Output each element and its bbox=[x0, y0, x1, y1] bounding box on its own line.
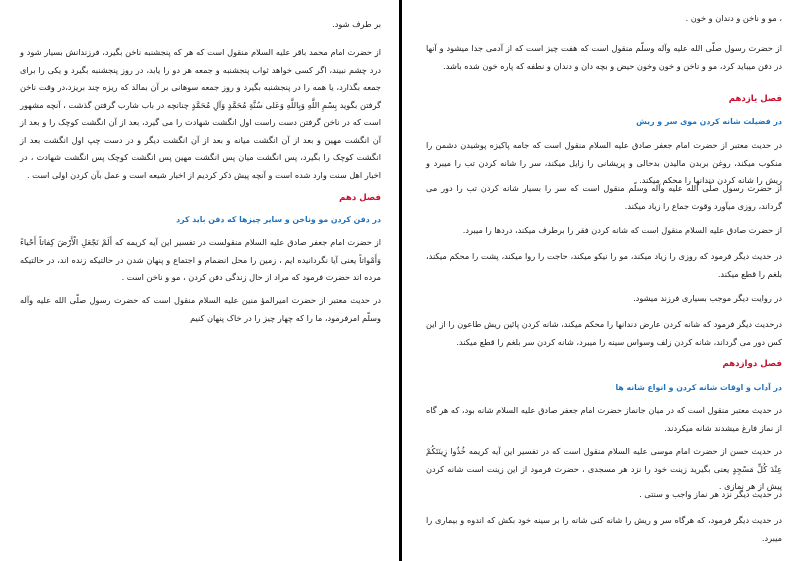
chapter12-subheading bbox=[426, 381, 782, 395]
left-top-line: بر طرف شود. bbox=[332, 19, 381, 29]
chapter10-heading bbox=[20, 191, 381, 205]
right-para7-block bbox=[426, 316, 782, 351]
left-paragraph-1: از حضرت امام محمد باقر علیه السلام منقول است که هر که پنجشنبه ناخن بگیرد، فرزندانش بسیار شود و درد چشم نبیند، اگر کسی خواهد ثواب پنجشنبه و جمعه هر دو را یابد، در روز پنجشنبه بگیرد و یکی را برای جمعه بگذارد، یا همه را در پنجشنبه بگیرد و روز جمعه سوهانی بر آن بمالد که ریزه چند بریزد،در وقت ناخن گرفتن بگوید بِسْمِ اللَّهِ وَبِاللَّهِ وَعَلی سُنَّةِ مُحَمَّدٍ وَآلِ مُحَمَّدٍ چنانچه در باب شارب گرفتن گذشت ، آنچه مشهور است که در ناخن گرفتن دست راست اول انگشت شهادت را می گیرد، بعد از آن انگشت کوچک را و بعد از آن انگشت مهین و بعد از آن انگشت میانه و بعد از آن انگشت دیگر و در دست چپ اول انگشت بعد از انگشت کوچک را بگیرد، پس انگشت میان پس انگشت مهین پس انگشت کوچک پس انگشت شهادت ، در اخبار اهل سنت وارد شده است و آنچه پیش ذکر کردیم از اخبار شیعه است و عمل بآن کردن اولی است . bbox=[20, 47, 381, 180]
right-top-line-block bbox=[426, 10, 782, 28]
left-paragraph-2: از حضرت امام جعفر صادق علیه السلام منقولست در تفسیر این آیه کریمه که أَلَمْ نَجْعَلِ الْأَرْضَ كِفاتاً أَحْياءً وَأَمْواتاً یعنی آیا نگردانیده ایم ، زمین را محل انضمام و اجتماع و پنهان شدن در حالتیکه زنده اند، در حالتیکه مرده اند حضرت فرمود که مراد از حال زندگی دفن کردن ، مو و ناخن است . bbox=[20, 237, 381, 282]
left-paragraph-3: در حدیث معتبر از حضرت امیرالمؤ منین علیه السلام منقول است که حضرت رسول صلّی الله علیه وآله وسلّم امرفرمود، ما را که چهار چیز را در خاک پنهان کنیم bbox=[20, 295, 381, 323]
chapter11-subheading bbox=[426, 115, 782, 129]
right-paragraph-3: از حضرت رسول صلّی الله علیه وآله وسلّم منقول است که سر را بسیار شانه کردن تب را دور می گرداند، روزی میآورد وقوت جماع را زیاد میکند. bbox=[426, 183, 782, 211]
right-paragraph-7: درحدیث دیگر فرمود که شانه کردن عارض دندانها را محکم میکند، شانه کردن پائین ریش طاعون را از این کس دور می گرداند، شانه کردن زلف وسواس سینه را میبرد، شانه کردن سر بلغم را قطع میکند. bbox=[426, 319, 782, 347]
right-paragraph-5: در حدیث دیگر فرمود که روزی را زیاد میکند، مو را نیکو میکند، حاجت را روا میکند، پشت را محکم میکند، بلغم را قطع میکند. bbox=[426, 251, 782, 279]
chapter12-title: فصل دوازدهم bbox=[722, 359, 782, 369]
right-paragraph-1: از حضرت رسول صلّی الله علیه وآله وسلّم منقول است که هفت چیز است که از آدمی جدا میشود و آنها در دفن میباید کرد، مو و ناخن و خون وخون حیض و بچه دان و دندان و نطفه که پاره خون شده باشد. bbox=[426, 43, 782, 71]
right-para4-block bbox=[426, 222, 782, 240]
left-top-line-block bbox=[20, 16, 381, 34]
right-paragraph-4: از حضرت صادق علیه السلام منقول است که شانه کردن فقر را برطرف میکند، دردها را میبرد. bbox=[462, 225, 782, 235]
right-paragraph-6: در روایت دیگر موجب بسیاری فرزند میشود. bbox=[633, 293, 782, 303]
right-para8-block bbox=[426, 402, 782, 437]
right-paragraph-11: در حدیث دیگر فرمود، که هرگاه سر و ریش را شانه کنی شانه را بر سینه خود بکش که اندوه و بیماری را میبرد. bbox=[426, 515, 782, 543]
chapter12-heading bbox=[426, 357, 782, 371]
left-para2-block bbox=[20, 234, 381, 287]
right-paragraph-9: در حدیث حسن از حضرت امام موسی علیه السلام منقول است که در تفسیر این آیه کریمه خُذُوا زِينَتَكُمْ عِنْدَ كُلِّ مَسْجِدٍ یعنی بگیرید زینت خود را نزد هر مسجدی ، حضرت فرمود از این زینت است شانه کردن پیش از هر نمازی . bbox=[426, 446, 782, 491]
right-para5-block bbox=[426, 248, 782, 283]
left-para1-block bbox=[20, 44, 381, 184]
right-para6-block bbox=[426, 290, 782, 308]
left-page bbox=[0, 0, 399, 561]
chapter10-title: فصل دهم bbox=[339, 193, 381, 203]
right-page bbox=[402, 0, 800, 561]
right-paragraph-10: در حدیث دیگر نزد هر نماز واجب و سنتی . bbox=[639, 489, 782, 499]
chapter10-subtitle: در دفن کردن مو وناخن و سایر چیزها که دفن باید کرد bbox=[176, 215, 381, 224]
right-para3-block bbox=[426, 180, 782, 215]
right-para1-block bbox=[426, 40, 782, 75]
left-para3-block bbox=[20, 292, 381, 327]
chapter12-subtitle: در آداب و اوقات شانه کردن و انواع شانه ها bbox=[615, 383, 782, 392]
right-top-line: ، مو و ناخن و دندان و خون . bbox=[685, 13, 782, 23]
chapter11-heading bbox=[426, 92, 782, 106]
chapter11-title: فصل یازدهم bbox=[728, 94, 782, 104]
right-para10-block bbox=[426, 486, 782, 504]
right-para11-block bbox=[426, 512, 782, 547]
right-paragraph-2: در حدیث معتبر از حضرت امام جعفر صادق علیه السلام منقول است که جامه پاکیزه پوشیدن دشمن را منکوب میکند، روغن بربدن مالیدن بدحالی و پریشانی را زایل میکند، سر را شانه کردن تب را میبرد و ریش را شانه کردن دندانها را محکم میکند. bbox=[426, 140, 782, 185]
chapter11-subtitle: در فضیلت شانه کردن موی سر و ریش bbox=[636, 117, 782, 126]
chapter10-subheading bbox=[20, 213, 381, 227]
right-paragraph-8: در حدیث معتبر منقول است که در میان جانماز حضرت امام جعفر صادق علیه السلام شانه بود، که هر گاه از نماز فارغ میشدند شانه میکردند. bbox=[426, 405, 782, 433]
